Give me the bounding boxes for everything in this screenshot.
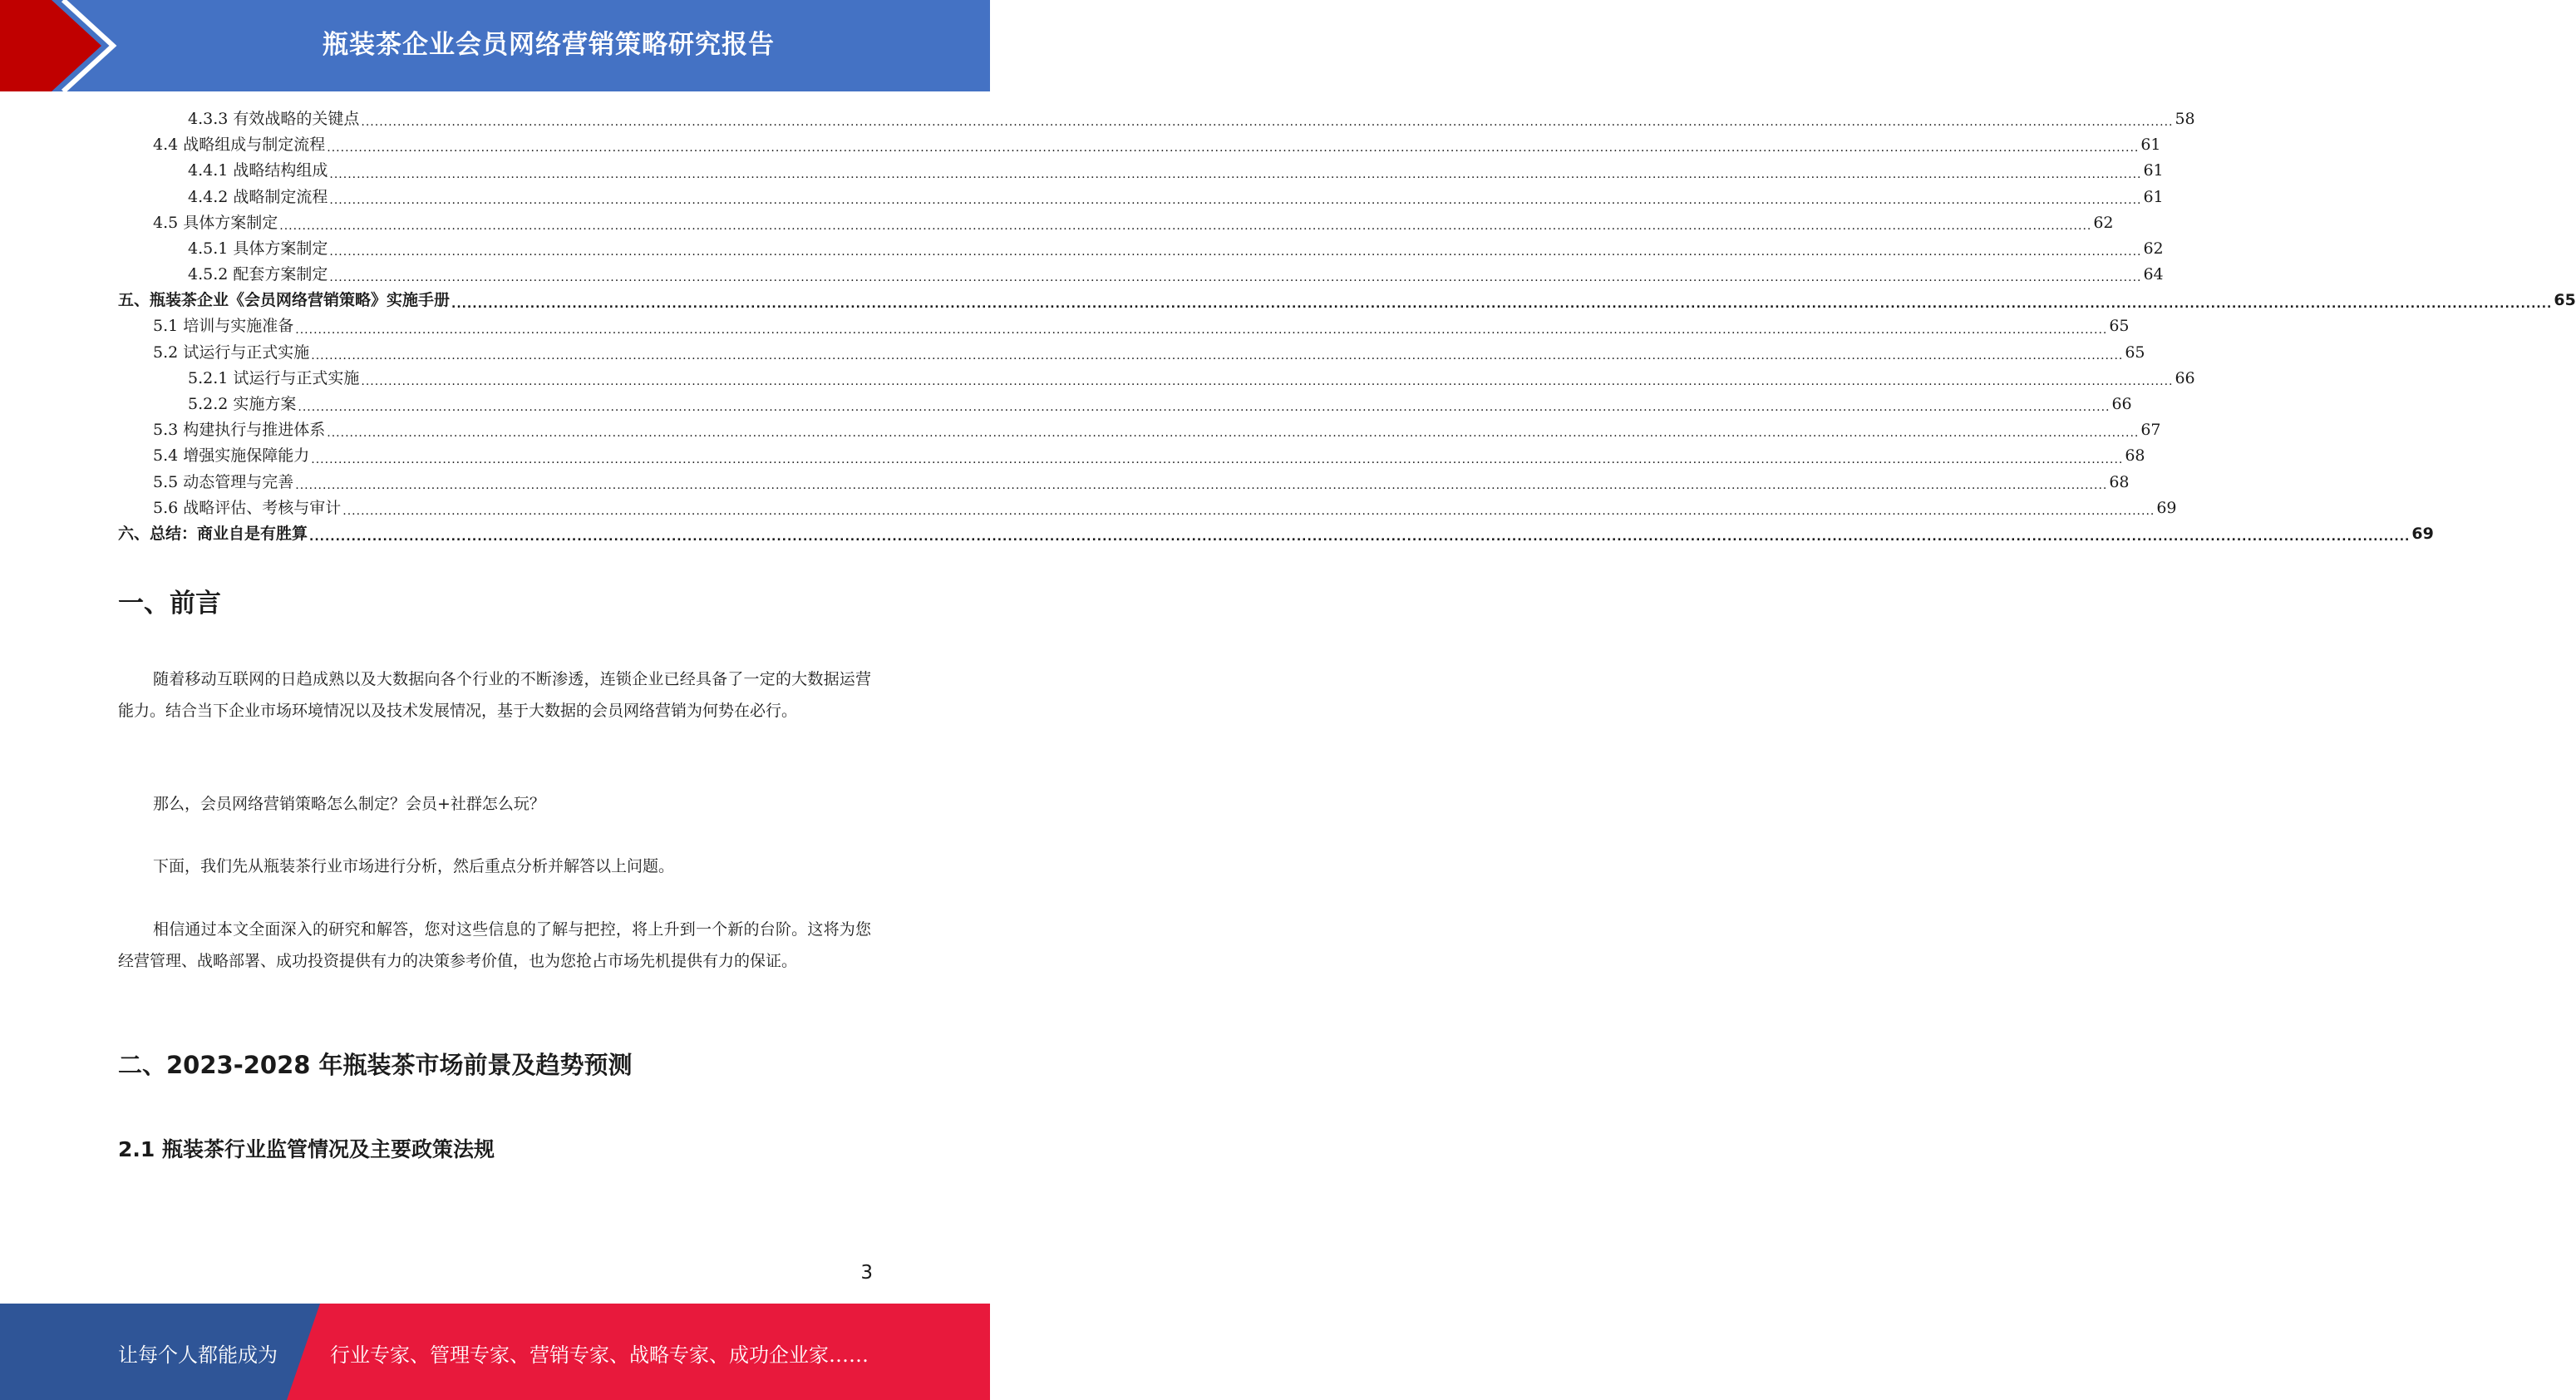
toc-entry-page: 62	[2143, 239, 2164, 258]
toc-entry[interactable]	[118, 132, 2161, 158]
paragraph: 随着移动互联网的日趋成熟以及大数据向各个行业的不断渗透，连锁企业已经具备了一定的大数据运营能力。结合当下企业市场环境情况以及技术发展情况，基于大数据的会员网络营销为何势在必行。	[118, 670, 871, 720]
toc-entry-title: 5.1 培训与实施准备	[153, 317, 294, 336]
toc-entry-page: 65	[2109, 317, 2130, 336]
toc-dot-leader: ................................................................................................................................................................................................................................................................................................................................................................................................................	[329, 193, 2142, 207]
toc-dot-leader: ................................................................................................................................................................................................................................................................................................................................................................................................................	[329, 245, 2142, 259]
toc-entry-title: 五、瓶装茶企业《会员网络营销策略》实施手册	[118, 291, 451, 310]
toc-entry-page: 58	[2175, 109, 2195, 128]
toc-entry[interactable]	[118, 417, 2161, 443]
toc-entry[interactable]	[118, 392, 2132, 417]
toc-dot-leader: ................................................................................................................................................................................................................................................................................................................................................................................................................	[329, 271, 2142, 285]
toc-entry-title: 5.6 战略评估、考核与审计	[153, 498, 342, 517]
paragraph: 那么，会员网络营销策略怎么制定？会员+社群怎么玩？	[153, 795, 545, 813]
toc-entry-page: 67	[2140, 421, 2161, 440]
paragraph: 相信通过本文全面深入的研究和解答，您对这些信息的了解与把控，将上升到一个新的台阶。这将为您经营管理、战略部署、成功投资提供有力的决策参考价值，也为您抢占市场先机提供有力的保证。	[118, 920, 871, 970]
toc-entry-page: 64	[2143, 265, 2164, 284]
toc-entry-page: 62	[2093, 213, 2114, 232]
toc-entry-title: 4.3.3 有效战略的关键点	[188, 109, 360, 128]
toc-dot-leader: ................................................................................................................................................................................................................................................................................................................................................................................................................	[311, 348, 2124, 362]
header-arrow-decoration	[0, 0, 133, 91]
report-title: 瓶装茶企业会员网络营销策略研究报告	[323, 30, 775, 60]
toc-entry-page: 66	[2111, 395, 2132, 414]
toc-dot-leader: ................................................................................................................................................................................................................................................................................................................................................................................................................	[327, 426, 2140, 441]
toc-dot-leader: ................................................................................................................................................................................................................................................................................................................................................................................................................	[327, 141, 2140, 155]
toc-entry[interactable]	[118, 521, 2434, 547]
toc-entry-title: 4.5.1 具体方案制定	[188, 239, 328, 258]
toc-entry-page: 65	[2554, 291, 2576, 310]
toc-entry[interactable]	[118, 288, 2576, 313]
toc-dot-leader: ................................................................................................................................................................................................................................................................................................................................................................................................................	[342, 505, 2155, 518]
footer-slogan-left: 让每个人都能成为	[118, 1343, 278, 1367]
toc-dot-leader: ................................................................................................................................................................................................................................................................................................................................................................................................................	[361, 375, 2174, 389]
toc-entry-title: 5.3 构建执行与推进体系	[153, 421, 326, 440]
toc-entry-page: 68	[2109, 472, 2130, 491]
toc-entry-title: 4.5 具体方案制定	[153, 213, 278, 232]
toc-dot-leader: ................................................................................................................................................................................................................................................................................................................................................................................................................	[361, 116, 2174, 130]
toc-entry-page: 66	[2175, 368, 2195, 387]
toc-entry[interactable]	[118, 185, 2164, 210]
toc-entry-title: 5.4 增强实施保障能力	[153, 446, 310, 466]
toc-entry-page: 61	[2143, 161, 2164, 180]
toc-entry-page: 65	[2125, 343, 2145, 362]
toc-entry[interactable]	[118, 366, 2195, 392]
toc-entry[interactable]	[118, 106, 2195, 132]
toc-entry-title: 4.5.2 配套方案制定	[188, 265, 328, 284]
toc-dot-leader: ................................................................................................................................................................................................................................................................................................................................................................................................................	[451, 297, 2553, 311]
toc-entry-title: 4.4.2 战略制定流程	[188, 187, 328, 206]
toc-dot-leader: ................................................................................................................................................................................................................................................................................................................................................................................................................	[295, 323, 2108, 337]
toc-entry-page: 68	[2125, 446, 2145, 466]
toc-entry[interactable]	[118, 236, 2164, 262]
toc-entry[interactable]	[118, 210, 2114, 236]
subsection-heading-regulation: 2.1 瓶装茶行业监管情况及主要政策法规	[118, 1137, 495, 1161]
toc-entry[interactable]	[118, 443, 2145, 469]
toc-entry-title: 5.2 试运行与正式实施	[153, 343, 310, 362]
section-heading-market-outlook: 二、2023-2028 年瓶装茶市场前景及趋势预测	[118, 1051, 633, 1079]
toc-entry[interactable]	[118, 495, 2177, 521]
toc-entry-title: 4.4 战略组成与制定流程	[153, 136, 326, 155]
toc-entry-page: 61	[2140, 136, 2161, 155]
toc-entry-page: 61	[2143, 187, 2164, 206]
toc-entry-title: 5.5 动态管理与完善	[153, 472, 294, 491]
toc-entry-title: 5.2.1 试运行与正式实施	[188, 368, 360, 387]
toc-dot-leader: ................................................................................................................................................................................................................................................................................................................................................................................................................	[279, 219, 2092, 233]
toc-entry-title: 4.4.1 战略结构组成	[188, 161, 328, 180]
toc-dot-leader: ................................................................................................................................................................................................................................................................................................................................................................................................................	[295, 478, 2108, 492]
toc-entry[interactable]	[118, 262, 2164, 288]
toc-entry-page: 69	[2156, 498, 2177, 517]
paragraph: 下面，我们先从瓶装茶行业市场进行分析，然后重点分析并解答以上问题。	[153, 857, 675, 875]
page-footer	[0, 1304, 990, 1400]
footer-slogan-right: 行业专家、管理专家、营销专家、战略专家、成功企业家……	[330, 1343, 869, 1367]
toc-dot-leader: ................................................................................................................................................................................................................................................................................................................................................................................................................	[311, 452, 2124, 466]
page-number: 3	[860, 1262, 873, 1284]
toc-entry-title: 六、总结：商业自是有胜算	[118, 524, 308, 543]
toc-entry[interactable]	[118, 340, 2145, 366]
section-heading-preface: 一、前言	[118, 589, 221, 619]
toc-entry[interactable]	[118, 314, 2130, 340]
toc-entry-page: 69	[2411, 524, 2434, 543]
toc-entry[interactable]	[118, 470, 2130, 495]
toc-entry-title: 5.2.2 实施方案	[188, 395, 297, 414]
page-header	[0, 0, 990, 91]
table-of-contents	[118, 106, 2576, 547]
toc-dot-leader: ................................................................................................................................................................................................................................................................................................................................................................................................................	[309, 530, 2411, 545]
toc-dot-leader: ................................................................................................................................................................................................................................................................................................................................................................................................................	[329, 167, 2142, 181]
toc-dot-leader: ................................................................................................................................................................................................................................................................................................................................................................................................................	[298, 401, 2111, 415]
toc-entry[interactable]	[118, 158, 2164, 184]
